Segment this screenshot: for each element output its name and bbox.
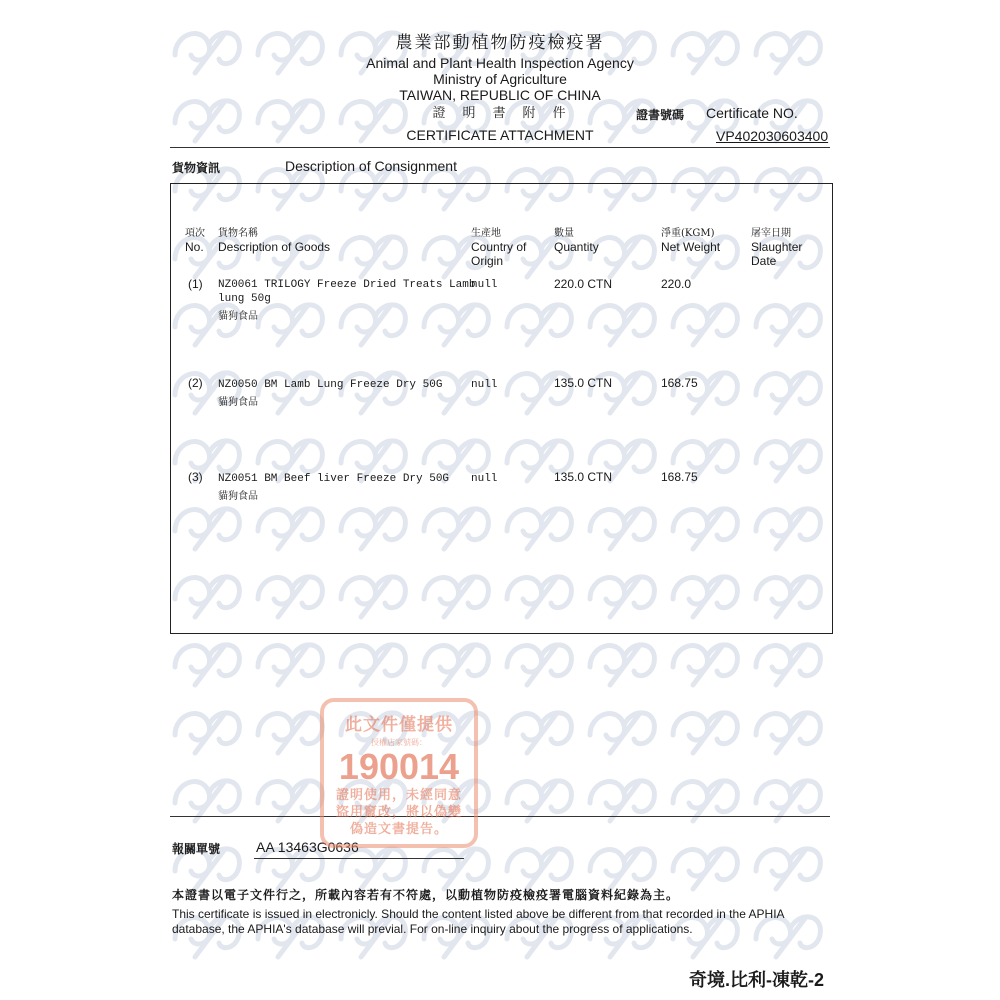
row-2-desc-line1: NZ0050 BM Lamb Lung Freeze Dry 50G [218,379,443,391]
col-header-origin-en: Country of Origin [471,240,527,268]
agency-title-en: Animal and Plant Health Inspection Agency [366,55,634,71]
stamp-number: 190014 [338,746,460,787]
stamp-line1: 此文件僅提供 [345,715,453,734]
country-title: TAIWAN, REPUBLIC OF CHINA [399,87,601,103]
col-header-qty-en: Quantity [554,240,599,254]
row-2-no: (2) [188,376,203,390]
col-header-slaughter-en: Slaughter Date [751,240,803,268]
row-2-origin: null [471,379,498,391]
row-2-desc-zh: 貓狗食品 [218,397,258,408]
row-3-origin: null [471,473,498,485]
row-1-quantity: 220.0 CTN [554,277,613,291]
cert-number-label-zh: 證書號碼 [636,108,685,122]
stamp-line2: 授權店家號碼： [371,738,427,747]
col-header-origin-zh: 生產地 [471,228,501,239]
declaration-divider [170,816,830,817]
col-header-desc-zh: 貨物名稱 [218,228,258,239]
row-3-net-weight: 168.75 [661,470,698,484]
stamp-line5: 偽造文書提告。 [349,821,448,836]
row-3-no: (3) [188,470,203,484]
col-header-qty-zh: 數量 [554,228,574,239]
col-header-weight-zh: 淨重(KGM) [661,228,715,239]
attachment-title-en: CERTIFICATE ATTACHMENT [406,127,594,143]
statement-zh: 本證書以電子文件行之，所載內容若有不符處，以動植物防疫檢疫署電腦資料紀錄為主。 [172,888,680,902]
consignment-table [170,183,833,634]
authorization-stamp [320,698,478,848]
col-header-weight-en: Net Weight [661,240,721,254]
caption: 奇境.比利-凍乾-2 [689,970,824,990]
attachment-title-zh: 證 明 書 附 件 [432,106,568,121]
row-1-desc-line2: lung 50g [218,293,271,305]
cert-number: VP402030603400 [716,128,829,144]
declaration-number-underline [254,858,464,859]
header-divider [170,147,830,148]
col-header-no-zh: 項次 [185,228,205,239]
stamp-line3: 證明使用，未經同意 [335,787,462,802]
statement-en: This certificate is issued in electronicly. Should the content listed above be different from that recorded in the APHIA database, the APHIA's database will previal. For on-line inquiry about the progress of applications. [172,907,784,936]
ministry-title: Ministry of Agriculture [433,71,567,87]
row-1-desc-line1: NZ0061 TRILOGY Freeze Dried Treats Lamb [218,279,476,291]
stamp-line4: 盜用竄改，將以偽變 [335,804,462,819]
agency-title-zh: 農業部動植物防疫檢疫署 [395,33,605,53]
row-1-origin: null [471,279,498,291]
row-1-desc-zh: 貓狗食品 [218,311,258,322]
declaration-label-zh: 報關單號 [172,842,221,856]
row-1-net-weight: 220.0 [661,277,692,291]
row-3-desc-line1: NZ0051 BM Beef liver Freeze Dry 50G [218,473,450,485]
col-header-desc-en: Description of Goods [218,240,331,254]
declaration-number: AA 13463G0636 [256,839,359,855]
consignment-label-zh: 貨物資訊 [172,161,221,175]
cert-number-label-en: Certificate NO. [706,105,798,121]
row-1-no: (1) [188,277,203,291]
consignment-label-en: Description of Consignment [285,158,457,174]
row-2-quantity: 135.0 CTN [554,376,613,390]
col-header-no-en: No. [185,240,204,254]
row-3-quantity: 135.0 CTN [554,470,613,484]
col-header-slaughter-zh: 屠宰日期 [751,228,791,239]
row-2-net-weight: 168.75 [661,376,698,390]
row-3-desc-zh: 貓狗食品 [218,491,258,502]
